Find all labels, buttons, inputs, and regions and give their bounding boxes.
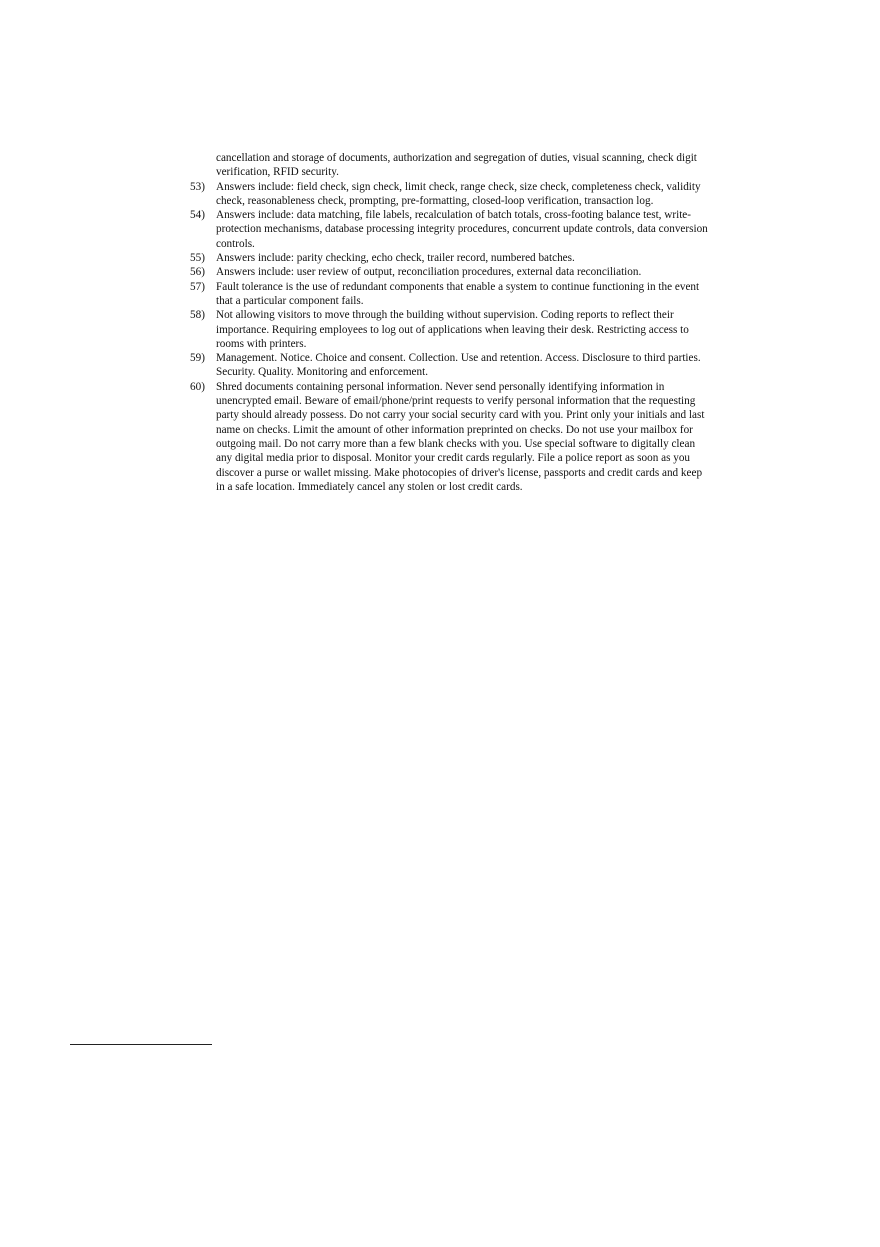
answer-number: 56)	[190, 266, 205, 279]
answer-number: 58)	[190, 309, 205, 322]
answer-text: Shred documents containing personal information. Never send personally identifying information in unencrypted email. Beware of email/phone/print requests to verify personal information that the requesting party should already possess. Do not carry your social security card with you. Print only your initials and last name on checks. Limit the amount of other information preprinted on checks. Do not use your mailbox for outgoing mail. Do not carry more than a few blank checks with you. Use special software to digitally clean any digital media prior to disposal. Monitor your credit cards regularly. File a police report as soon as you discover a purse or wallet missing. Make photocopies of driver's license, passports and credit cards and keep in a safe location. Immediately cancel any stolen or lost credit cards.	[216, 380, 705, 493]
footnote-rule	[70, 1044, 212, 1045]
answer-text: Answers include: field check, sign check, limit check, range check, size check, completeness check, validity check, reasonableness check, prompting, pre-formatting, closed-loop verification, transaction log.	[216, 180, 701, 207]
answer-number: 59)	[190, 352, 205, 365]
answer-number: 53)	[190, 180, 205, 193]
answer-continuation: cancellation and storage of documents, authorization and segregation of duties, visual scanning, check digit verification, RFID security.	[216, 152, 697, 179]
answer-text: Fault tolerance is the use of redundant components that enable a system to continue functioning in the event that a particular component fails.	[216, 280, 700, 307]
answer-item-54	[190, 208, 710, 251]
answer-number: 60)	[190, 380, 205, 393]
answer-text: Not allowing visitors to move through the building without supervision. Coding reports to reflect their importance. Requiring employees to log out of applications when leaving their desk. Restricting access to rooms with printers.	[216, 309, 689, 350]
answer-item-58	[190, 308, 710, 351]
answer-text: Answers include: user review of output, reconciliation procedures, external data reconciliation.	[216, 266, 642, 279]
answer-number: 57)	[190, 280, 205, 293]
answer-number: 55)	[190, 252, 205, 265]
answer-text: Management. Notice. Choice and consent. Collection. Use and retention. Access. Disclosure to third parties. Security. Quality. Monitoring and enforcement.	[216, 352, 701, 379]
answer-item-59	[190, 351, 710, 380]
answer-item-53	[190, 180, 710, 209]
answer-item-55	[190, 251, 710, 265]
answer-item-56	[190, 265, 710, 279]
answer-number: 54)	[190, 209, 205, 222]
answer-list	[190, 151, 710, 494]
answer-item-57	[190, 280, 710, 309]
answer-item-60	[190, 380, 710, 494]
answer-text: Answers include: data matching, file labels, recalculation of batch totals, cross-footing balance test, write-protection mechanisms, database processing integrity procedures, concurrent update controls, data conversion controls.	[216, 209, 708, 250]
answer-text: Answers include: parity checking, echo check, trailer record, numbered batches.	[216, 252, 575, 265]
